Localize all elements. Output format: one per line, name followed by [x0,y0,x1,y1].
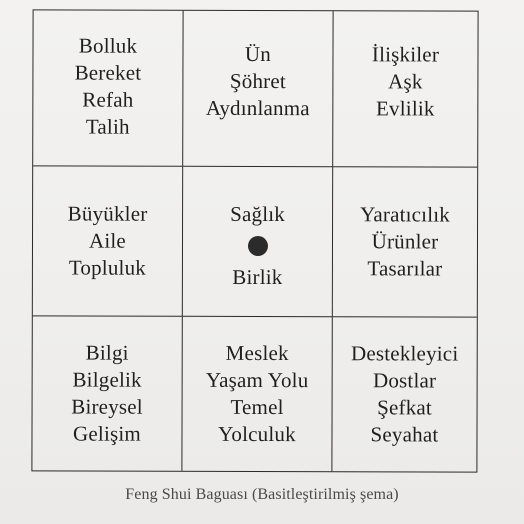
cell-line: Destekleyici [350,341,459,366]
bagua-cell-fame [183,11,333,167]
cell-line: Yolculuk [218,421,296,447]
cell-line: Ürünler [371,229,439,254]
cell-line: Bolluk [78,33,138,58]
bagua-cell-family [33,166,183,316]
figure-caption: Feng Shui Baguası (Basitleştirilmiş şema) [125,486,399,503]
cell-line: Bilgelik [72,367,142,392]
cell-line: Şefkat [377,395,433,420]
cell-line: Dostlar [372,368,437,393]
cell-line: Talih [85,114,130,139]
cell-line: Seyahat [370,422,439,447]
cell-line: Aşk [388,69,423,94]
cell-line: Meslek [225,340,289,366]
cell-line: Aydınlanma [205,95,310,121]
bagua-cell-knowledge [32,316,182,470]
cell-line: Bireysel [71,394,143,419]
cell-line: Evlilik [376,96,435,121]
cell-line: İlişkiler [371,42,440,67]
cell-line: Bereket [74,60,142,85]
center-dot-icon [247,236,267,256]
cell-line: Topluluk [68,255,147,280]
cell-line: Refah [82,87,134,112]
cell-line: Yaratıcılık [360,202,451,227]
cell-line: Tasarılar [367,256,443,281]
cell-line: Gelişim [73,421,141,446]
cell-line: Şöhret [229,68,286,94]
cell-line: Temel [230,394,284,420]
cell-line: Büyükler [67,201,148,226]
cell-line: Ün [244,41,272,67]
cell-line: Birlik [232,264,283,290]
bagua-cell-health [183,167,333,317]
cell-line: Bilgi [85,340,129,365]
cell-line: Aile [88,228,127,253]
bagua-cell-wealth [33,10,183,166]
bagua-cell-career [182,317,332,471]
bagua-cell-helpful-people [332,317,476,471]
bagua-grid [31,9,478,472]
cell-line: Sağlık [230,201,286,227]
bagua-cell-relationships [333,11,477,167]
bagua-cell-creativity [333,167,477,317]
cell-line: Yaşam Yolu [205,367,309,393]
